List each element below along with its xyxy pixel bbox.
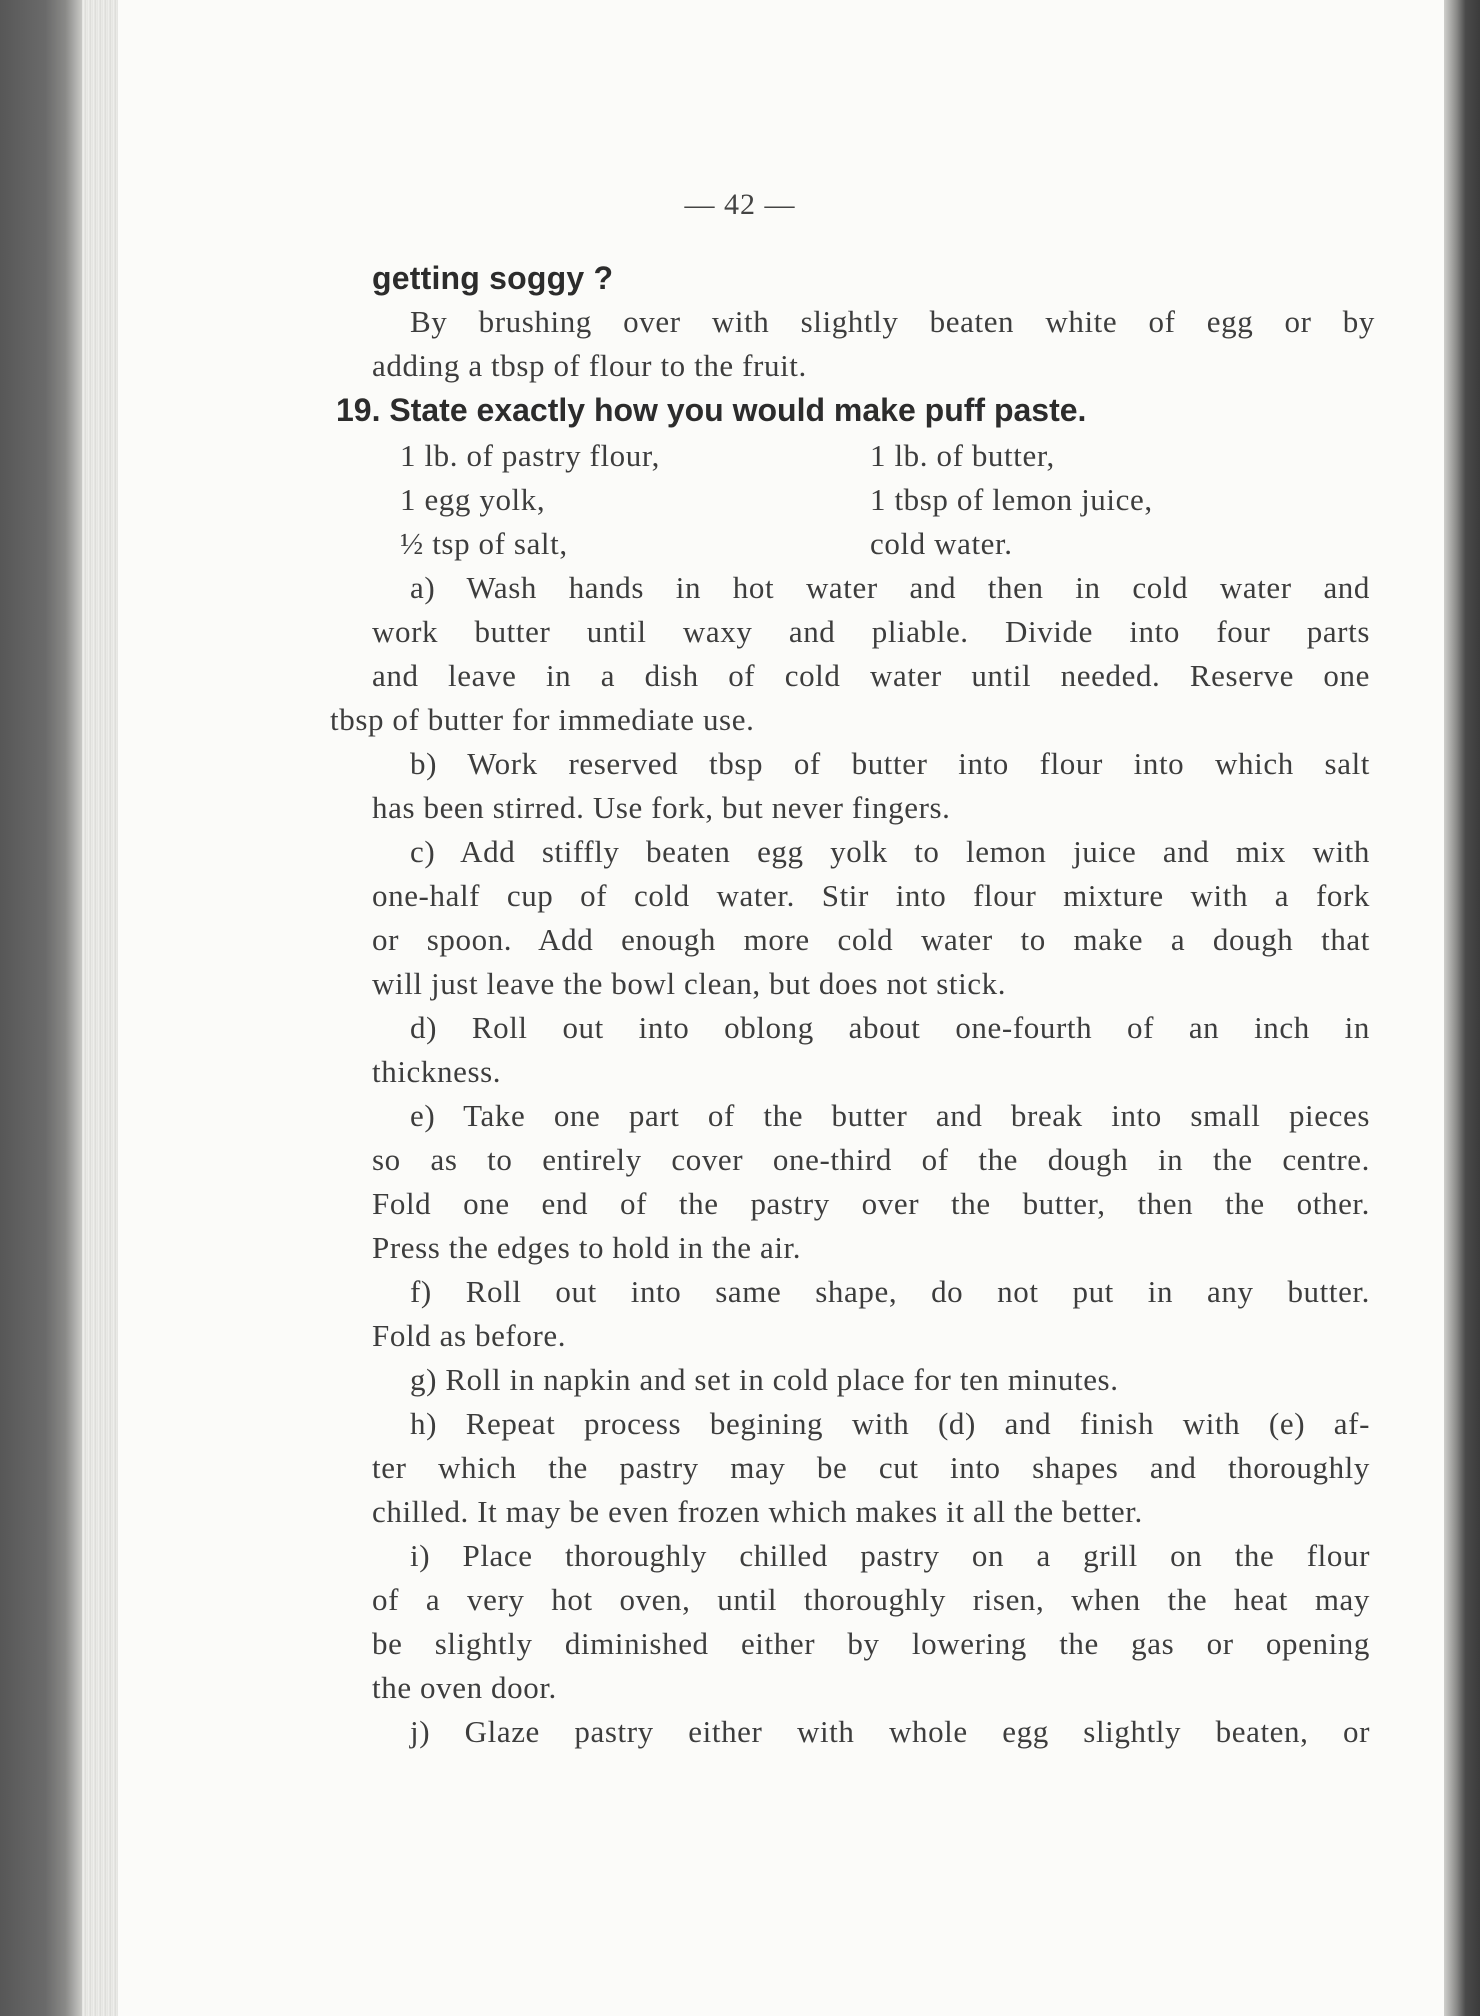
ingredient-row <box>400 522 1300 566</box>
step-c <box>330 830 1370 1006</box>
page-edges <box>82 0 118 2016</box>
step-line: ter which the pastry may be cut into shapes and thoroughly <box>372 1450 1370 1485</box>
ingredient: 1 lb. of butter, <box>870 438 1055 473</box>
step-line: of a very hot oven, until thoroughly risen, when the heat may <box>372 1582 1370 1617</box>
step-line: j) Glaze pastry either with whole egg slightly beaten, or <box>410 1714 1370 1749</box>
step-line: tbsp of butter for immediate use. <box>330 702 755 737</box>
instruction-steps <box>330 566 1370 1754</box>
ingredient: cold water. <box>870 526 1013 561</box>
answer-line: By brushing over with slightly beaten white of egg or by <box>410 304 1375 339</box>
step-line: or spoon. Add enough more cold water to make a dough that <box>372 922 1370 957</box>
step-line: g) Roll in napkin and set in cold place for ten minutes. <box>410 1362 1119 1397</box>
step-line: h) Repeat process begining with (d) and finish with (e) af- <box>410 1406 1370 1441</box>
step-line: Press the edges to hold in the air. <box>372 1230 802 1265</box>
step-line: d) Roll out into oblong about one-fourth of an inch in <box>410 1010 1370 1045</box>
ingredient: 1 tbsp of lemon juice, <box>870 482 1153 517</box>
previous-answer <box>330 256 1375 388</box>
step-line: f) Roll out into same shape, do not put in any butter. <box>410 1274 1370 1309</box>
step-f <box>330 1270 1370 1358</box>
page-number: — 42 — <box>684 188 796 221</box>
step-line: be slightly diminished either by lowering the gas or opening <box>372 1626 1370 1661</box>
ingredient-row <box>400 478 1300 522</box>
step-a <box>330 566 1370 742</box>
step-line: Fold as before. <box>372 1318 567 1353</box>
step-e <box>330 1094 1370 1270</box>
ingredient: 1 egg yolk, <box>400 482 546 517</box>
question-tail: getting soggy ? <box>372 260 614 296</box>
step-line: thickness. <box>372 1054 502 1089</box>
step-line: c) Add stiffly beaten egg yolk to lemon juice and mix with <box>410 834 1370 869</box>
step-line: will just leave the bowl clean, but does not stick. <box>372 966 1007 1001</box>
step-line: e) Take one part of the butter and break into small pieces <box>410 1098 1370 1133</box>
scan-background-left <box>0 0 82 2016</box>
step-j <box>330 1710 1370 1754</box>
step-g <box>330 1358 1370 1402</box>
scan-background-right <box>1444 0 1480 2016</box>
ingredient-list <box>400 434 1300 566</box>
step-b <box>330 742 1370 830</box>
step-line: work butter until waxy and pliable. Divide into four parts <box>372 614 1370 649</box>
step-d <box>330 1006 1370 1094</box>
step-line: so as to entirely cover one-third of the dough in the centre. <box>372 1142 1370 1177</box>
question-19 <box>336 388 1376 432</box>
step-line: chilled. It may be even frozen which makes it all the better. <box>372 1494 1143 1529</box>
answer-line: adding a tbsp of flour to the fruit. <box>372 348 807 383</box>
question-heading: 19. State exactly how you would make puff paste. <box>336 392 1087 428</box>
step-line: and leave in a dish of cold water until needed. Reserve one <box>372 658 1370 693</box>
step-h <box>330 1402 1370 1534</box>
step-line: b) Work reserved tbsp of butter into flour into which salt <box>410 746 1370 781</box>
ingredient-row <box>400 434 1300 478</box>
step-line: i) Place thoroughly chilled pastry on a grill on the flour <box>410 1538 1370 1573</box>
ingredient: 1 lb. of pastry flour, <box>400 438 660 473</box>
step-line: has been stirred. Use fork, but never fingers. <box>372 790 951 825</box>
step-i <box>330 1534 1370 1710</box>
step-line: the oven door. <box>372 1670 557 1705</box>
step-line: one-half cup of cold water. Stir into flour mixture with a fork <box>372 878 1370 913</box>
step-line: a) Wash hands in hot water and then in cold water and <box>410 570 1370 605</box>
step-line: Fold one end of the pastry over the butter, then the other. <box>372 1186 1370 1221</box>
ingredient: ½ tsp of salt, <box>400 526 568 561</box>
